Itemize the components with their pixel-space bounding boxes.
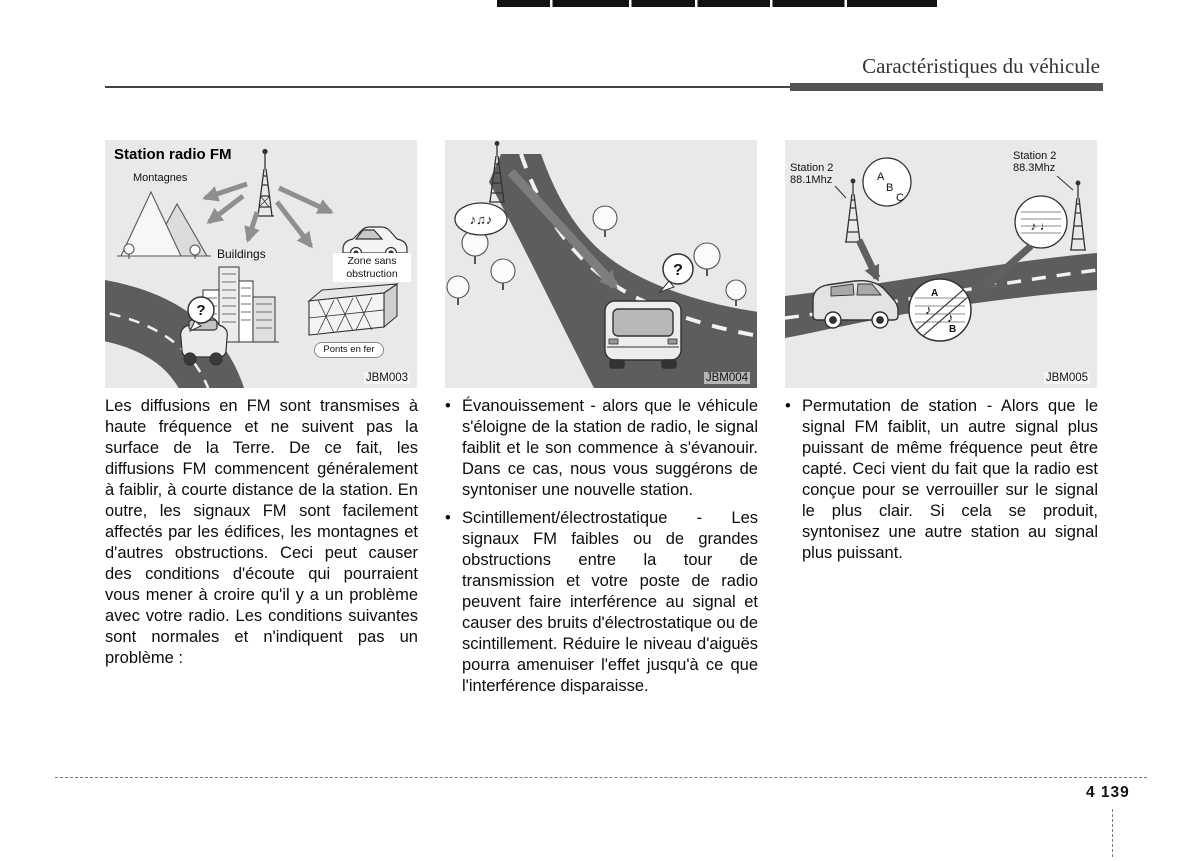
bullet-item-static xyxy=(445,508,758,697)
footer-dashed-rule xyxy=(55,777,1147,778)
header-accent-bar xyxy=(790,83,1103,91)
note-a-text: A xyxy=(877,171,885,183)
interference-bubble-icon xyxy=(909,279,971,341)
static-paragraph: Scintillement/électrostatique - Les signaux FM faibles ou de grandes obstructions entre la tour de transmission et votre poste de radio peuvent faire interférence au signal et causer des bruits d'électrostatique ou de scintillement. Réduire le niveau d'aiguës pourra amenuiser l'effet jusqu'à ce que l'interférence disparaisse. xyxy=(462,509,758,695)
figure-title: Station radio FM xyxy=(114,146,232,163)
station-left-label xyxy=(790,162,833,187)
staff-notes-text: ♪ ♩ xyxy=(1030,219,1052,233)
station-right-name: Station 2 xyxy=(1013,150,1057,162)
car-rear-icon xyxy=(605,301,681,368)
radio-tower-left-icon xyxy=(835,179,861,242)
bubble-note-a-text: A xyxy=(931,288,939,299)
station-swap-paragraph: Permutation de station - Alors que le signal FM faiblit, un autre signal plus puissant de même fréquence peut être capté. Ceci vient du fait que la radio est conçue pour se verrouiller sur le signal le plus clair. Si cela se produit, syntonisez une autre station au signal plus puissant. xyxy=(802,397,1098,562)
bridge-label: Ponts en fer xyxy=(314,342,384,358)
fm-intro-paragraph: Les diffusions en FM sont transmises à haute fréquence et ne suivent pas la surface de la Terre. De ce fait, les diffusions FM commencent généralement à faiblir, à courte distance de la station. En outre, les signaux FM sont facilement affectés par les édifices, les montagnes et d'autres obstructions. Ceci peut causer des conditions d'écoute qui pourraient vous mener à croire qu'il y a un problème avec votre radio. Les conditions suivantes sont normales et n'indiquent pas un problème : xyxy=(105,397,418,667)
bubble-note-glyph2: ♪ xyxy=(947,310,954,325)
page-header-title: Caractéristiques du véhicule xyxy=(862,54,1100,78)
note-c-text: C xyxy=(896,192,904,204)
bullet-item-fading xyxy=(445,396,758,501)
figure-station-swap xyxy=(785,140,1097,388)
fading-illustration xyxy=(445,140,757,388)
notes-abc-bubble-icon xyxy=(863,158,911,206)
figure-fm-station xyxy=(105,140,417,388)
question-bubble-icon xyxy=(660,254,693,292)
column-fm-intro xyxy=(105,396,418,669)
bullet-marker: • xyxy=(445,397,451,415)
mountains-icon xyxy=(117,192,211,259)
figure-fading xyxy=(445,140,757,388)
page-number: 4 139 xyxy=(1086,784,1130,801)
bullet-marker: • xyxy=(445,509,451,527)
station-left-name: Station 2 xyxy=(790,162,834,174)
bullet-marker: • xyxy=(785,397,791,415)
column-station-swap xyxy=(785,396,1098,571)
music-staff-bubble-icon xyxy=(1015,196,1067,248)
iron-bridge-icon xyxy=(309,284,397,335)
zone-label-line1: Zone sans xyxy=(347,255,397,267)
top-crop-bar xyxy=(497,0,937,7)
zone-label-line2: obstruction xyxy=(346,267,398,280)
station-right-freq: 88.3Mhz xyxy=(1013,162,1056,175)
station-right-label xyxy=(1013,150,1056,175)
figure-code: JBM003 xyxy=(365,372,408,384)
figure-code: JBM004 xyxy=(705,372,748,384)
radio-tower-icon xyxy=(256,150,274,217)
music-notes-text: ♪♫♪ xyxy=(469,212,493,227)
note-b-text: B xyxy=(886,182,894,194)
mountains-label: Montagnes xyxy=(133,172,188,184)
bubble-note-glyph1: ♪ xyxy=(925,302,932,317)
zone-label xyxy=(333,253,411,282)
music-bubble-icon xyxy=(455,203,507,235)
bubble-note-b-text: B xyxy=(949,324,957,335)
column-fading-static xyxy=(445,396,758,704)
question-mark-text: ? xyxy=(196,302,206,319)
figure-code: JBM005 xyxy=(1045,372,1088,384)
station-left-freq: 88.1Mhz xyxy=(790,174,833,187)
signal-arrows xyxy=(205,184,331,246)
buildings-label: Buildings xyxy=(217,247,266,261)
bullet-item-station-swap xyxy=(785,396,1098,564)
footer-vertical-dashes xyxy=(1112,809,1113,857)
question-mark-text: ? xyxy=(673,262,683,279)
fading-paragraph: Évanouissement - alors que le véhicule s'éloigne de la station de radio, le signal faiblit et le son commence à s'évanouir. Dans ce cas, nous vous suggérons de syntoniser une nouvelle station. xyxy=(462,397,758,499)
